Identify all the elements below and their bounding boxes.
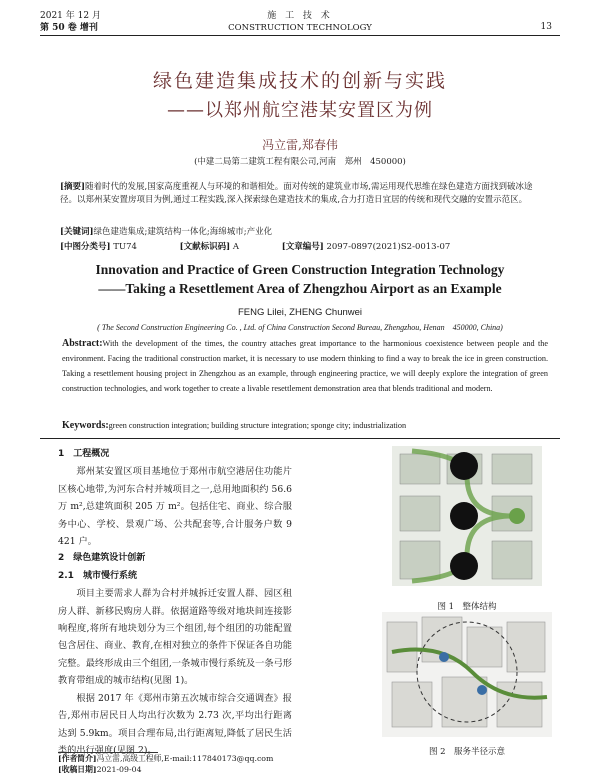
keywords-en-label: Keywords: xyxy=(62,420,109,431)
journal-cn: 施 工 技 术 xyxy=(267,11,333,21)
authors-en: FENG Lilei, ZHENG Chunwei xyxy=(237,307,363,318)
abstract-en-label: Abstract: xyxy=(62,338,103,349)
footnote-date xyxy=(58,764,273,775)
article-label: [文章编号] xyxy=(281,242,324,252)
section-2-1-title: 2.1 城市慢行系统 xyxy=(58,570,137,581)
section-2-1-paragraph-1: 项目主要需求人群为合村并城拆迁安置人群、园区租房人群、新移民购房人群。依据道路等级对地块间连接影响程度,将所有地块划分为三个组团,每个组团的功能配置包含居住、商业、教育,在相对独立的条件下保证各自功能完整。最终形成由三个组团,一条城市慢行系统及一条弓形教育带组成的城市结构(见图 1)。 xyxy=(58,588,292,687)
footnote-author-text: 冯立雷,高级工程师,E-mail:117840173@qq.com xyxy=(96,754,274,763)
footnote-date-text: 2021-09-04 xyxy=(96,765,142,774)
page-number: 13 xyxy=(540,22,552,32)
header-date: 2021 年 12 月 xyxy=(40,11,101,21)
abstract-en-text: With the development of the times, the country attaches great importance to the harmonious coexistence between people and the environment. Facing the traditional construction market, it is necessary to use modern thinking to find a way to break the ice in green construction. Taking a resettlement housing project in Zhengzhou as an example, through engineering practice, we will deeply explore the integration of green construction technologies, and work together to create a livable resettlement demonstration area that blends traditional and modern. xyxy=(62,339,548,393)
affiliation-en: ( The Second Construction Engineering Co. , Ltd. of China Construction Second Bureau, Zhengzhou, Henan 450000, China) xyxy=(97,323,503,332)
clc-value: TU74 xyxy=(113,242,137,252)
body-column xyxy=(58,446,292,759)
figure-1-image xyxy=(392,446,542,586)
figure-1 xyxy=(392,446,542,612)
abstract-en xyxy=(62,336,548,396)
title-en-sub: ——Taking a Resettlement Area of Zhengzhou Airport as an Example xyxy=(98,281,502,296)
authors-cn: 冯立雷,郑春伟 xyxy=(262,138,338,152)
abstract-cn xyxy=(60,181,548,207)
classification-line xyxy=(60,240,548,252)
doc-value: A xyxy=(232,242,239,252)
figure-1-caption: 图 1 整体结构 xyxy=(437,602,497,612)
doc-label: [文献标识码] xyxy=(179,242,231,252)
title-en-main: Innovation and Practice of Green Construction Integration Technology xyxy=(95,262,505,277)
keywords-cn xyxy=(60,225,548,237)
header-center xyxy=(0,10,600,34)
journal-en: CONSTRUCTION TECHNOLOGY xyxy=(228,23,372,33)
footnote-date-label: [收稿日期] xyxy=(58,765,97,774)
section-2-1-paragraph-2: 根据 2017 年《郑州市第五次城市综合交通调查》报告,郑州市居民日人均出行次数为 2.73 次,平均出行距离达到 5.9km。项目合理布局,出行距离短,降低了居民生活类的出行强度(见图 2)。 xyxy=(58,692,292,756)
section-1-paragraph: 郑州某安置区项目基地位于郑州市航空港居住功能片区核心地带,为河东合村并城项目之一,总用地面积约 56.6 万 m²,总建筑面积 205 万 m²。包括住宅、商业、综合服务中心、学校、景观广场、公共配套等,合计服务户数 9 421 户。 xyxy=(58,466,292,548)
keywords-en-text: green construction integration; building structure integration; sponge city; industrialization xyxy=(108,421,407,430)
figure-2-caption: 图 2 服务半径示意 xyxy=(428,747,506,757)
section-2-title: 2 绿色建筑设计创新 xyxy=(58,553,146,564)
figure-2-image xyxy=(382,612,552,737)
keywords-cn-text: 绿色建造集成;建筑结构一体化;海绵城市;产业化 xyxy=(93,227,273,237)
affiliation-cn: (中建二局第二建筑工程有限公司,河南 郑州 450000) xyxy=(194,157,406,167)
figure-2 xyxy=(382,612,552,757)
footnote-author xyxy=(58,753,273,764)
footnote xyxy=(58,753,273,775)
article-value: 2097-0897(2021)S2-0013-07 xyxy=(326,242,451,252)
abstract-rule xyxy=(40,438,560,439)
section-1-title: 1 工程概况 xyxy=(58,449,110,459)
footnote-author-label: [作者简介] xyxy=(58,754,97,763)
title-cn-main: 绿色建造集成技术的创新与实践 xyxy=(152,70,447,92)
keywords-cn-label: [关键词] xyxy=(60,227,94,237)
clc-label: [中图分类号] xyxy=(60,242,111,252)
abstract-cn-label: [摘要] xyxy=(60,182,86,192)
header-rule xyxy=(40,35,560,36)
title-cn-sub: ——以郑州航空港某安置区为例 xyxy=(167,100,433,121)
abstract-cn-text: 随着时代的发展,国家高度重视人与环境的和谐相处。面对传统的建筑业市场,需运用现代思维在绿色建造方面找到破冰途径。以郑州某安置房项目为例,通过工程实践,深入探索绿色建造技术的集成,合力打造日宜居的传统和现代交融的安置示范区。 xyxy=(60,182,533,205)
keywords-en xyxy=(62,420,548,431)
header-volume: 第 50 卷 增刊 xyxy=(40,23,98,33)
